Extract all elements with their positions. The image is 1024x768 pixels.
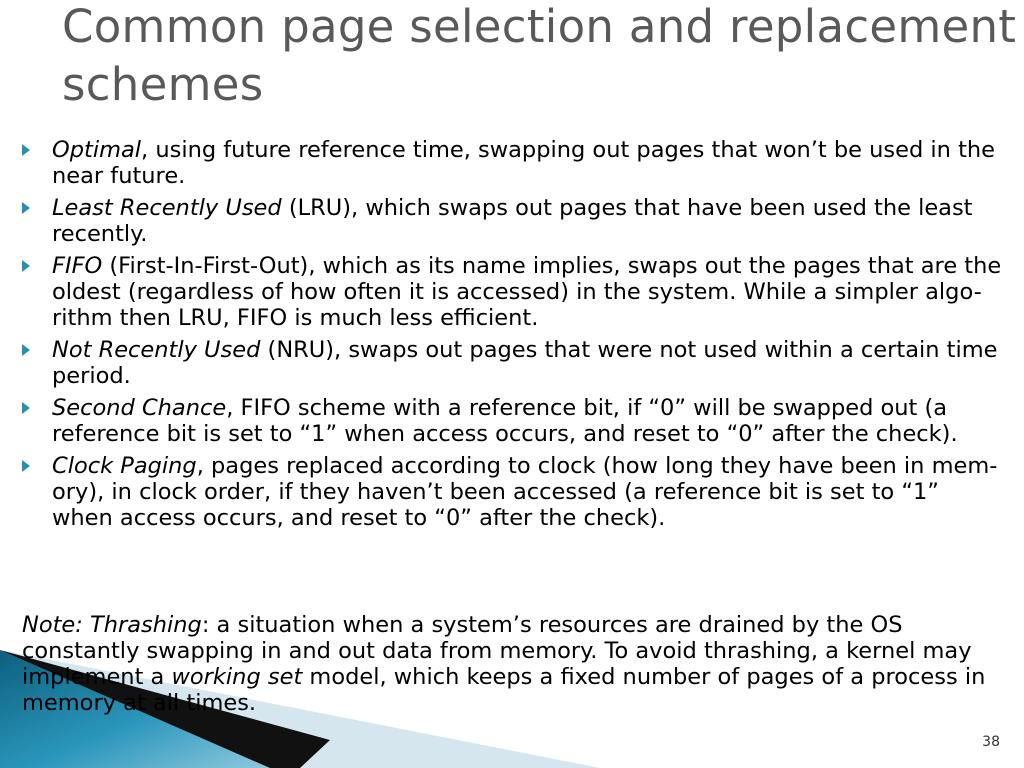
bullet-nru [22,337,1002,389]
bullet-term: Optimal [52,137,142,163]
bullet-term: Least Recently Used [52,195,282,221]
bullet-arrow-icon [22,460,30,472]
note-text-1: : a situation when a system’s resources are drained by the OS constantly swapping in and out data from memory. To avoid thrashing, a kernel may implement a [22,612,972,690]
bullet-optimal [22,137,1002,189]
bullet-second-chance [22,395,1002,447]
bullet-arrow-icon [22,402,30,414]
bullet-arrow-icon [22,344,30,356]
bullet-text: (First-In-First-Out), which as its name implies, swaps out the pages that are the oldest (regardless of how often it is accessed) in the system. While a simpler algo- rithm then LRU, FIFO is much less efficient. [52,253,1002,331]
note-text-2: model, which keeps a fixed number of pages of a process in memory at all times. [22,664,986,716]
bullet-fifo [22,253,1002,331]
bullet-text: , using future reference time, swapping out pages that won’t be used in the near future. [52,137,996,189]
note-term-working-set: working set [171,664,303,690]
bullet-text: (NRU), swaps out pages that were not used within a certain time period. [52,337,998,389]
bullet-term: Clock Paging [52,453,197,479]
note-term: Note: Thrashing [22,612,202,638]
page-number: 38 [982,734,1000,750]
bullet-arrow-icon [22,202,30,214]
bullet-term: Not Recently Used [52,337,261,363]
bullet-list [22,137,1002,537]
bullet-lru [22,195,1002,247]
slide-title: Common page selection and replacement schemes [62,0,1017,111]
bullet-arrow-icon [22,260,30,272]
bullet-clock-paging [22,453,1002,531]
bullet-arrow-icon [22,144,30,156]
bullet-term: FIFO [52,253,103,279]
bullet-text: , FIFO scheme with a reference bit, if “0” will be swapped out (a reference bit is set to “1” when access occurs, and reset to “0” after the check). [52,395,958,447]
bullet-term: Second Chance [52,395,227,421]
bullet-text: (LRU), which swaps out pages that have been used the least recently. [52,195,973,247]
thrashing-note [22,612,1012,716]
bullet-text: , pages replaced according to clock (how long they have been in mem- ory), in clock order, if they haven’t been accessed (a reference bit is set to “1” when access occurs, and reset to “0” after the check). [52,453,998,531]
